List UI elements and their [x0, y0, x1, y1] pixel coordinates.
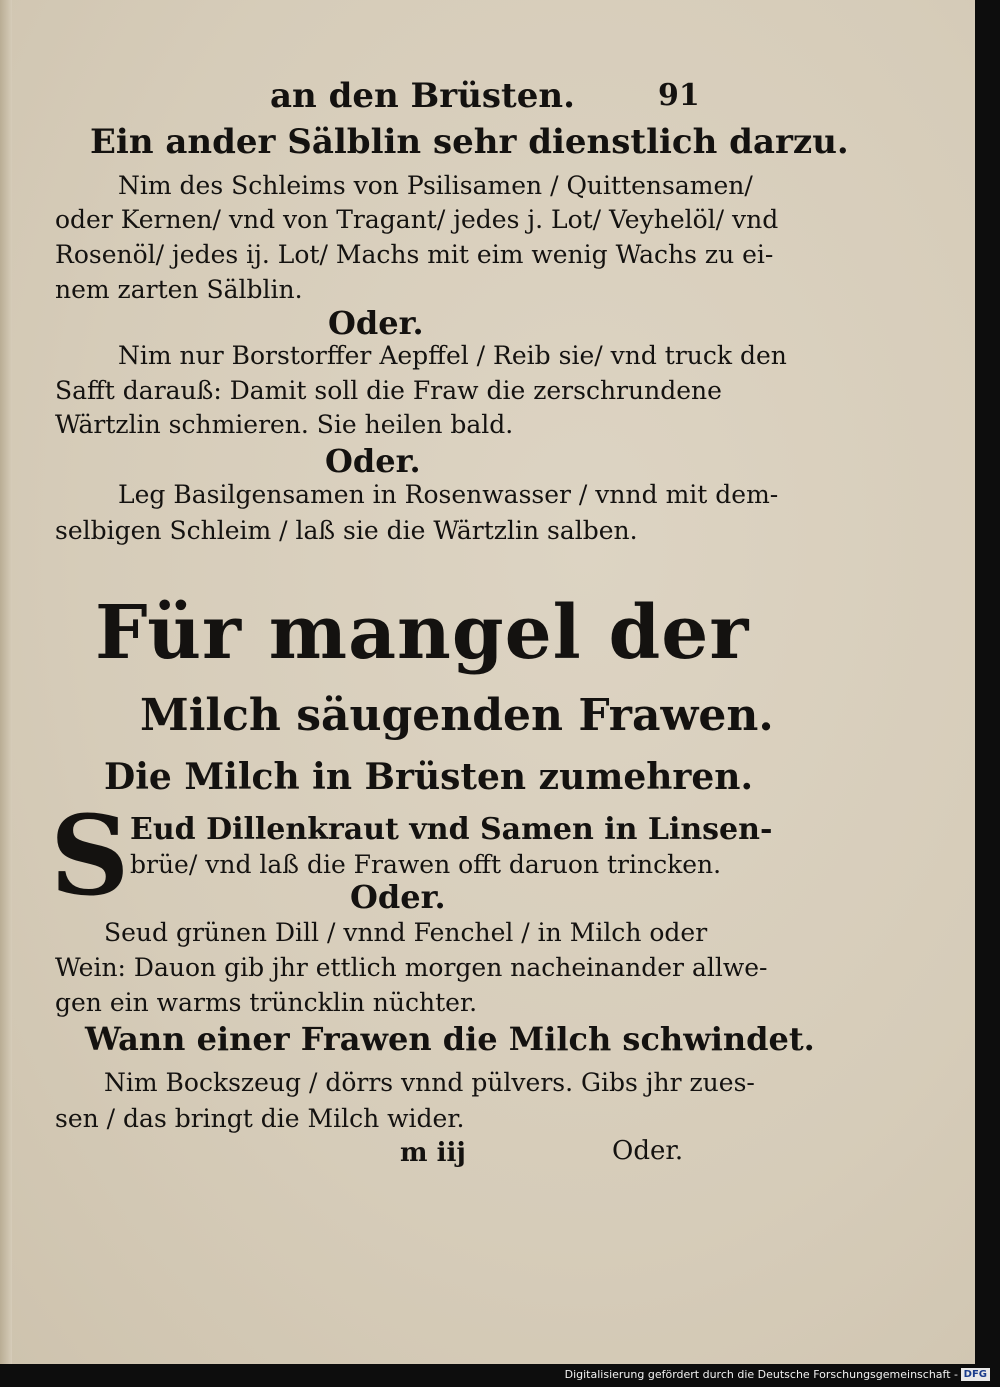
- text-line: selbigen Schleim / laß sie die Wärtzlin salben.: [55, 516, 638, 545]
- section-title: Wann einer Frawen die Milch schwindet.: [85, 1020, 815, 1058]
- catchword: Oder.: [612, 1136, 684, 1166]
- text-line: Wein: Dauon gib jhr ettlich morgen nacheinander allwe-: [55, 953, 768, 982]
- text-line: Nim Bockszeug / dörrs vnnd pülvers. Gibs jhr zues-: [104, 1068, 755, 1097]
- text-line: Seud grünen Dill / vnnd Fenchel / in Milch oder: [104, 918, 708, 947]
- text-line: Rosenöl/ jedes ij. Lot/ Machs mit eim wenig Wachs zu ei-: [55, 240, 774, 269]
- text-line: gen ein warms trüncklin nüchter.: [55, 988, 478, 1017]
- text-line: sen / das bringt die Milch wider.: [55, 1104, 465, 1133]
- text-line: Wärtzlin schmieren. Sie heilen bald.: [55, 410, 514, 439]
- page-gutter: [0, 0, 12, 1364]
- oder-heading: Oder.: [325, 442, 421, 480]
- dfg-logo-icon: DFG: [961, 1368, 990, 1381]
- chapter-heading: Für mangel der: [95, 590, 750, 676]
- text-line: Leg Basilgensamen in Rosenwasser / vnnd mit dem-: [118, 480, 779, 509]
- oder-heading: Oder.: [328, 304, 424, 342]
- page-number: 91: [658, 78, 700, 113]
- text-line: brüe/ vnd laß die Frawen offt daruon trincken.: [130, 850, 722, 879]
- signature-mark: m iij: [400, 1138, 466, 1168]
- footer-credit: Digitalisierung gefördert durch die Deutsche Forschungsgemeinschaft -: [564, 1368, 958, 1381]
- chapter-subheading: Milch säugenden Frawen.: [140, 690, 774, 741]
- running-header: an den Brüsten.: [270, 76, 575, 116]
- text-line: Nim des Schleims von Psilisamen / Quittensamen/: [118, 171, 753, 200]
- text-line: oder Kernen/ vnd von Tragant/ jedes j. Lot/ Veyhelöl/ vnd: [55, 205, 779, 234]
- text-line: nem zarten Sälblin.: [55, 275, 303, 304]
- drop-cap-initial: S: [50, 791, 130, 920]
- oder-heading: Oder.: [350, 878, 446, 916]
- text-line: Safft darauß: Damit soll die Fraw die zerschrundene: [55, 376, 722, 405]
- text-line: Eud Dillenkraut vnd Samen in Linsen-: [130, 812, 773, 847]
- text-line: Nim nur Borstorffer Aepffel / Reib sie/ vnd truck den: [118, 341, 787, 370]
- section-title: Die Milch in Brüsten zumehren.: [104, 756, 753, 798]
- section-title: Ein ander Sälblin sehr dienstlich darzu.: [90, 122, 849, 162]
